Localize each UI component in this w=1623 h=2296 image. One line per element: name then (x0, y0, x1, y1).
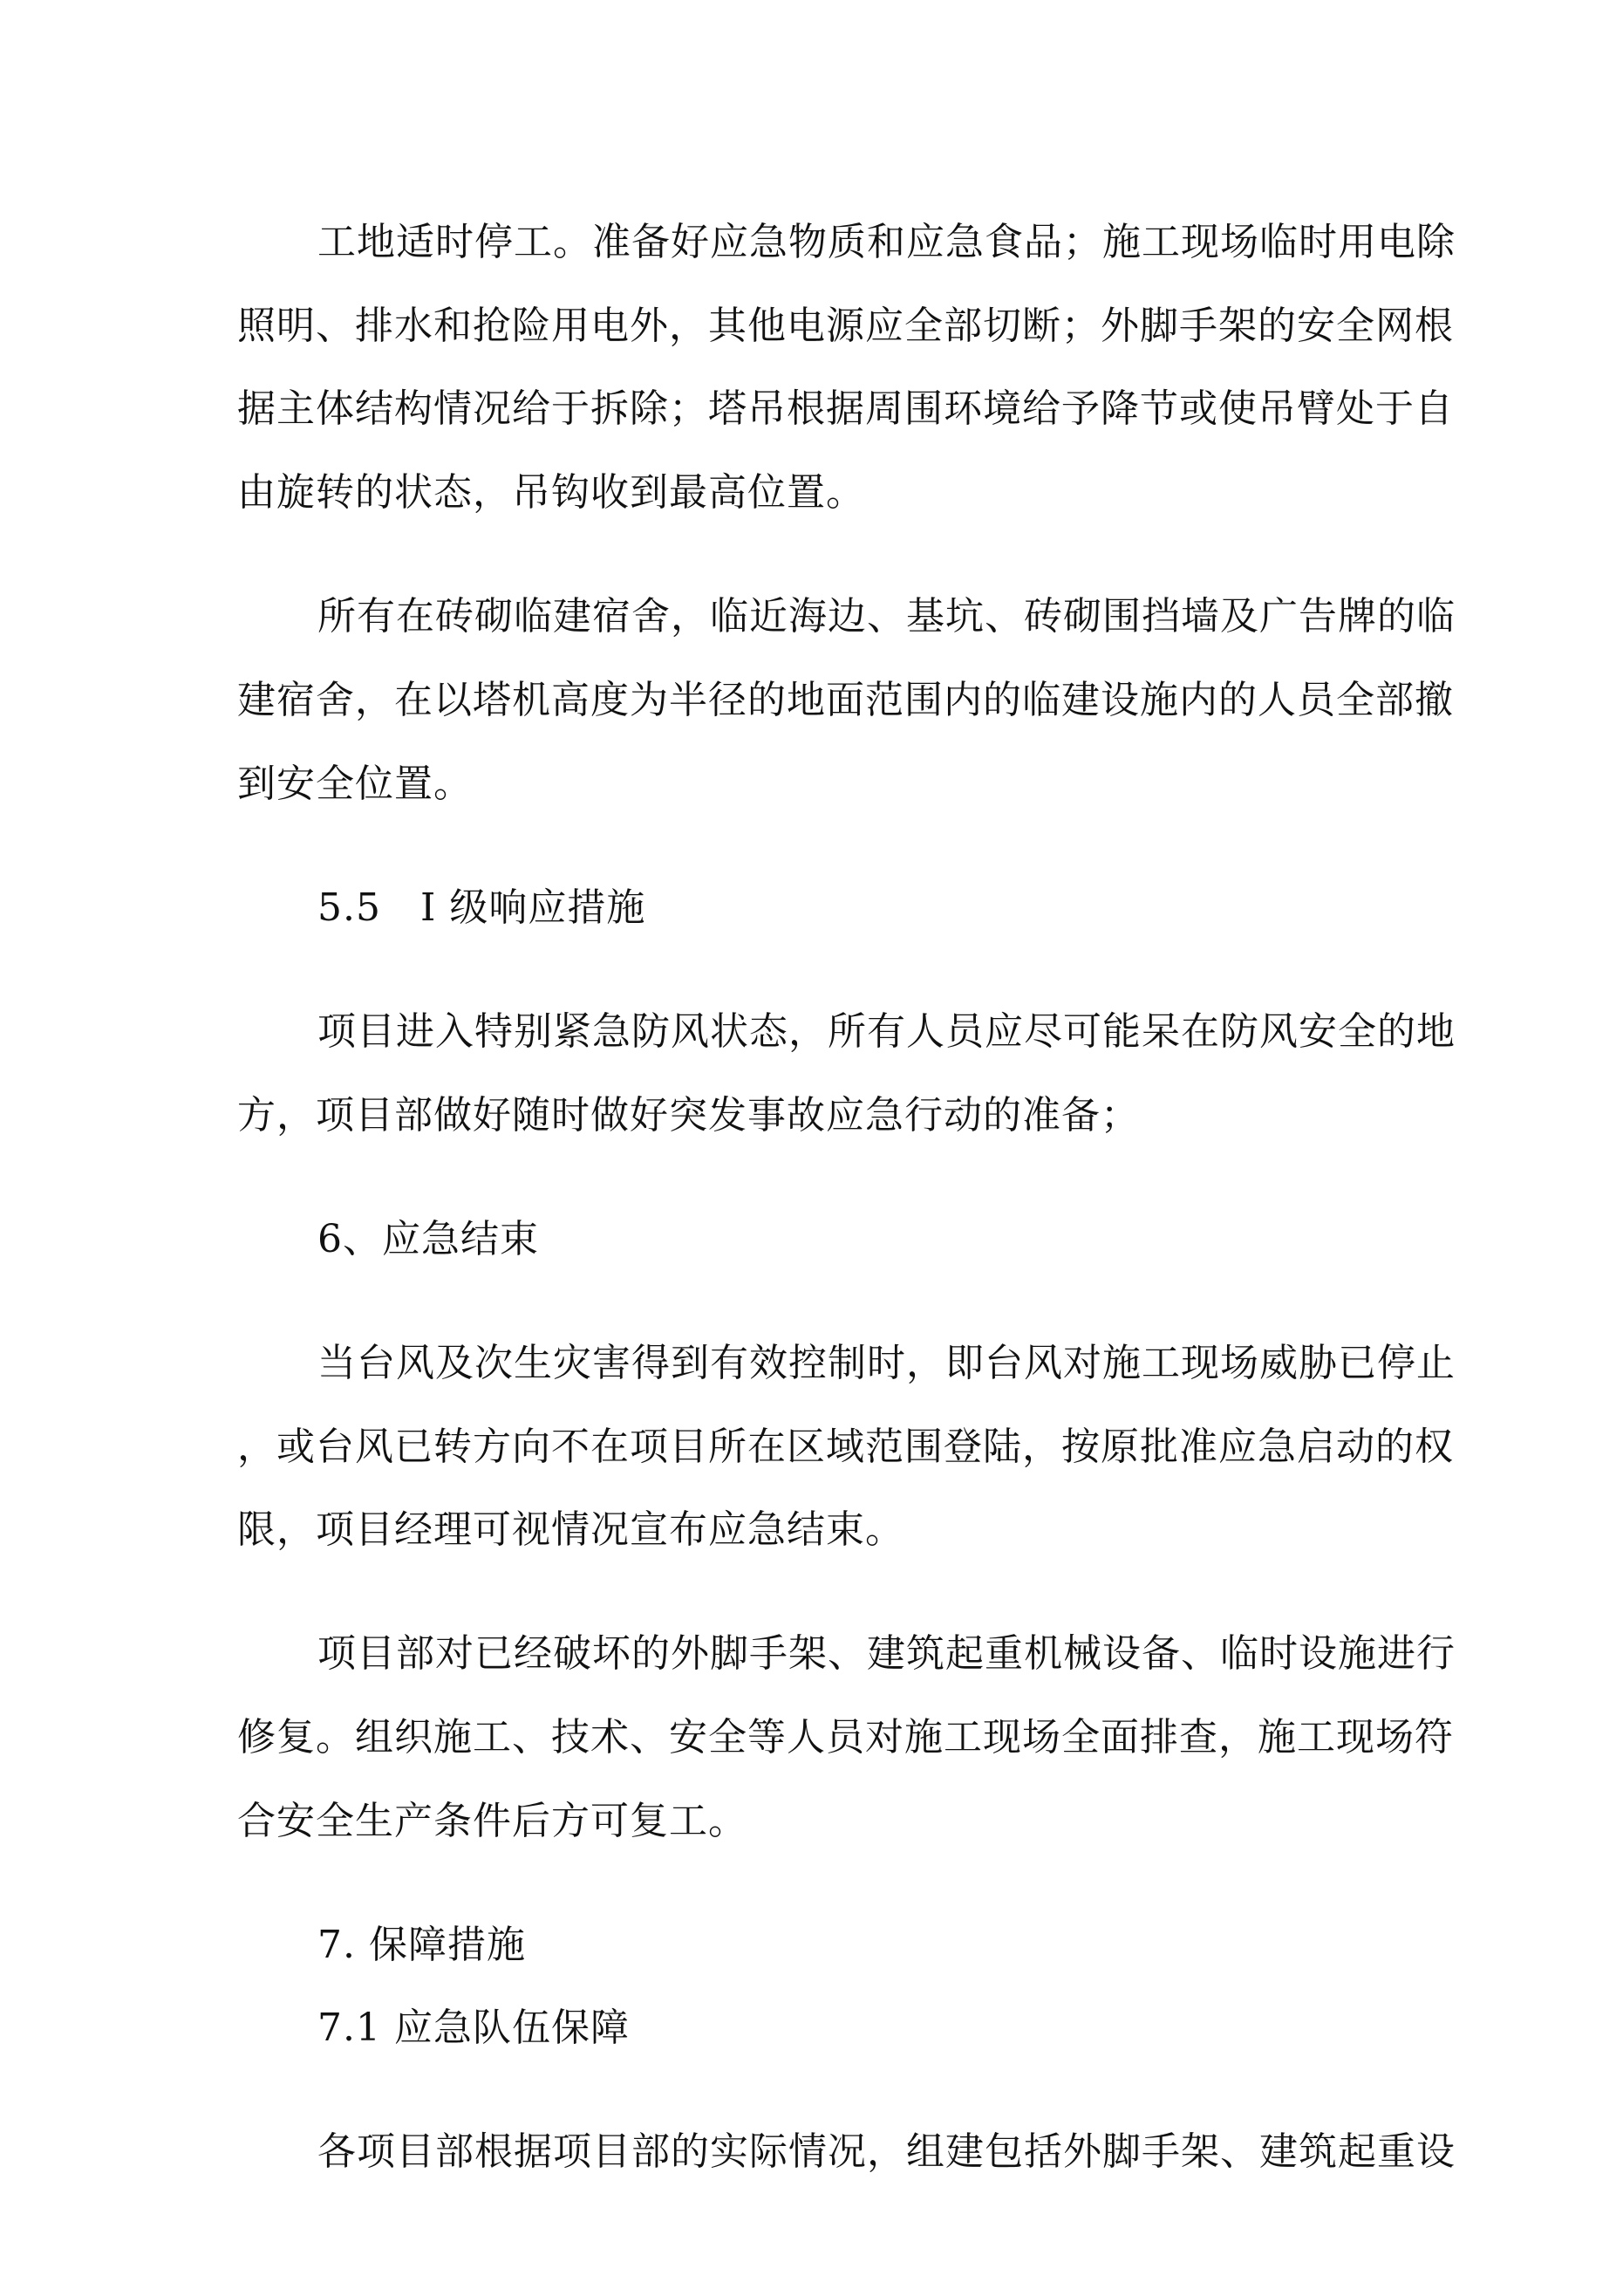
paragraph-line: 各项目部根据项目部的实际情况，组建包括外脚手架、建筑起重设 (317, 2129, 1456, 2174)
paragraph-line: 到安全位置。 (237, 762, 473, 806)
section-heading: 7. 保障措施 (317, 1923, 526, 1967)
paragraph-line: 限，项目经理可视情况宣布应急结束。 (237, 1507, 904, 1552)
paragraph-line: 由旋转的状态，吊钩收到最高位置。 (237, 470, 865, 515)
paragraph-line: 建宿舍，在以塔机高度为半径的地面范围内的临建设施内的人员全部撤 (237, 678, 1454, 722)
paragraph-line: 修复。组织施工、技术、安全等人员对施工现场全面排查，施工现场符 (237, 1715, 1454, 1760)
paragraph-line: 项目进入特别紧急防风状态，所有人员应尽可能呆在防风安全的地 (317, 1009, 1456, 1054)
paragraph-line: 所有在砖砌临建宿舍，临近海边、基坑、砖砌围挡墙及广告牌的临 (317, 594, 1456, 639)
paragraph-line: 当台风及次生灾害得到有效控制时，即台风对施工现场威胁已停止 (317, 1341, 1456, 1385)
section-heading: 5.5 I 级响应措施 (317, 885, 646, 930)
paragraph-line: ，或台风已转方向不在项目所在区域范围登陆，按原批准应急启动的权 (237, 1425, 1454, 1469)
paragraph-line: 据主体结构情况给于拆除；塔吊根据周围环境给予降节或使吊臂处于自 (237, 386, 1454, 431)
paragraph-line: 合安全生产条件后方可复工。 (237, 1799, 747, 1843)
paragraph-line: 方，项目部做好随时做好突发事故应急行动的准备； (237, 1093, 1140, 1138)
section-heading: 6、应急结束 (317, 1217, 539, 1261)
subsection-heading: 7.1 应急队伍保障 (317, 2006, 630, 2050)
paragraph-line: 工地适时停工。准备好应急物质和应急食品；施工现场临时用电除 (317, 220, 1456, 264)
paragraph-line: 项目部对已经破坏的外脚手架、建筑起重机械设备、临时设施进行 (317, 1631, 1456, 1676)
paragraph-line: 照明、排水和抢险用电外，其他电源应全部切断；外脚手架的安全网根 (237, 304, 1454, 348)
